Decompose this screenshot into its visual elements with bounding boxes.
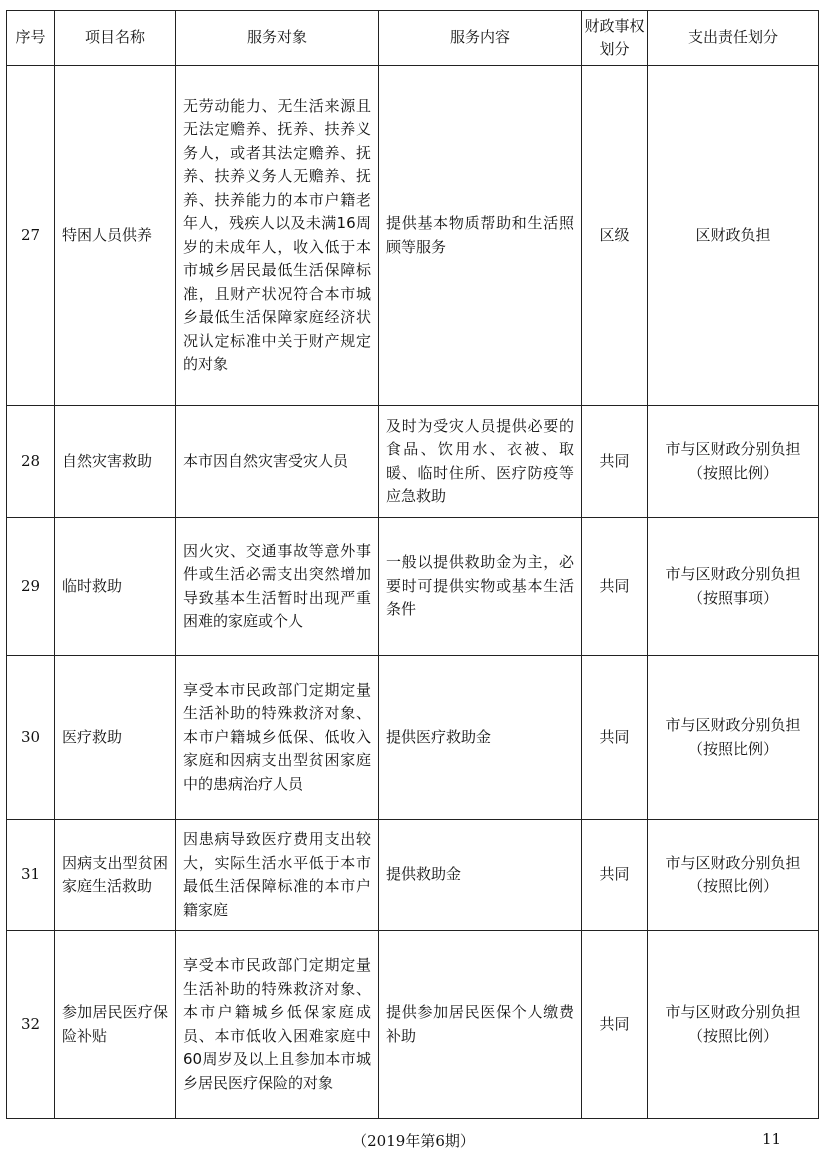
row-no: 30 (7, 656, 55, 820)
row-target: 本市因自然灾害受灾人员 (176, 406, 379, 518)
row-expense: 市与区财政分别负担（按照比例） (648, 656, 819, 820)
row-content: 及时为受灾人员提供必要的食品、饮用水、衣被、取暖、临时住所、医疗防疫等应急救助 (379, 406, 582, 518)
row-authority: 共同 (582, 931, 648, 1119)
row-target: 因火灾、交通事故等意外事件或生活必需支出突然增加导致基本生活暂时出现严重困难的家庭或个人 (176, 518, 379, 656)
table-row (7, 518, 819, 656)
row-expense: 市与区财政分别负担（按照比例） (648, 406, 819, 518)
row-content: 提供救助金 (379, 820, 582, 931)
header-expense: 支出责任划分 (648, 11, 819, 66)
row-target: 享受本市民政部门定期定量生活补助的特殊救济对象、本市户籍城乡低保家庭成员、本市低收入困难家庭中60周岁及以上且参加本市城乡居民医疗保险的对象 (176, 931, 379, 1119)
table-row (7, 406, 819, 518)
header-target: 服务对象 (176, 11, 379, 66)
row-name: 因病支出型贫困家庭生活救助 (55, 820, 176, 931)
row-name: 医疗救助 (55, 656, 176, 820)
table-row (7, 656, 819, 820)
header-content: 服务内容 (379, 11, 582, 66)
row-content: 提供参加居民医保个人缴费补助 (379, 931, 582, 1119)
row-name: 临时救助 (55, 518, 176, 656)
row-content: 一般以提供救助金为主，必要时可提供实物或基本生活条件 (379, 518, 582, 656)
header-authority: 财政事权划分 (582, 11, 648, 66)
row-no: 29 (7, 518, 55, 656)
row-target: 无劳动能力、无生活来源且无法定赡养、抚养、扶养义务人，或者其法定赡养、抚养、扶养义务人无赡养、抚养、扶养能力的本市户籍老年人，残疾人以及未满16周岁的未成年人，收入低于本市城乡居民最低生活保障标准，且财产状况符合本市城乡最低生活保障家庭经济状况认定标准中关于财产规定的对象 (176, 66, 379, 406)
table-row (7, 66, 819, 406)
services-table (6, 10, 819, 1119)
row-name: 参加居民医疗保险补贴 (55, 931, 176, 1119)
row-expense: 市与区财政分别负担（按照事项） (648, 518, 819, 656)
row-no: 32 (7, 931, 55, 1119)
header-name: 项目名称 (55, 11, 176, 66)
row-authority: 区级 (582, 66, 648, 406)
table-header-row (7, 11, 819, 66)
row-expense: 市与区财政分别负担（按照比例） (648, 820, 819, 931)
row-content: 提供医疗救助金 (379, 656, 582, 820)
page-number: 11 (762, 1130, 782, 1148)
row-authority: 共同 (582, 406, 648, 518)
row-name: 自然灾害救助 (55, 406, 176, 518)
table-row (7, 820, 819, 931)
row-no: 28 (7, 406, 55, 518)
row-no: 31 (7, 820, 55, 931)
issue-label: （2019年第6期） (352, 1132, 475, 1150)
row-content: 提供基本物质帮助和生活照顾等服务 (379, 66, 582, 406)
row-expense: 市与区财政分别负担（按照比例） (648, 931, 819, 1119)
row-authority: 共同 (582, 820, 648, 931)
row-target: 因患病导致医疗费用支出较大，实际生活水平低于本市最低生活保障标准的本市户籍家庭 (176, 820, 379, 931)
row-target: 享受本市民政部门定期定量生活补助的特殊救济对象、本市户籍城乡低保、低收入家庭和因病支出型贫困家庭中的患病治疗人员 (176, 656, 379, 820)
row-name: 特困人员供养 (55, 66, 176, 406)
row-authority: 共同 (582, 518, 648, 656)
row-no: 27 (7, 66, 55, 406)
row-expense: 区财政负担 (648, 66, 819, 406)
row-authority: 共同 (582, 656, 648, 820)
table-row (7, 931, 819, 1119)
header-no: 序号 (7, 11, 55, 66)
